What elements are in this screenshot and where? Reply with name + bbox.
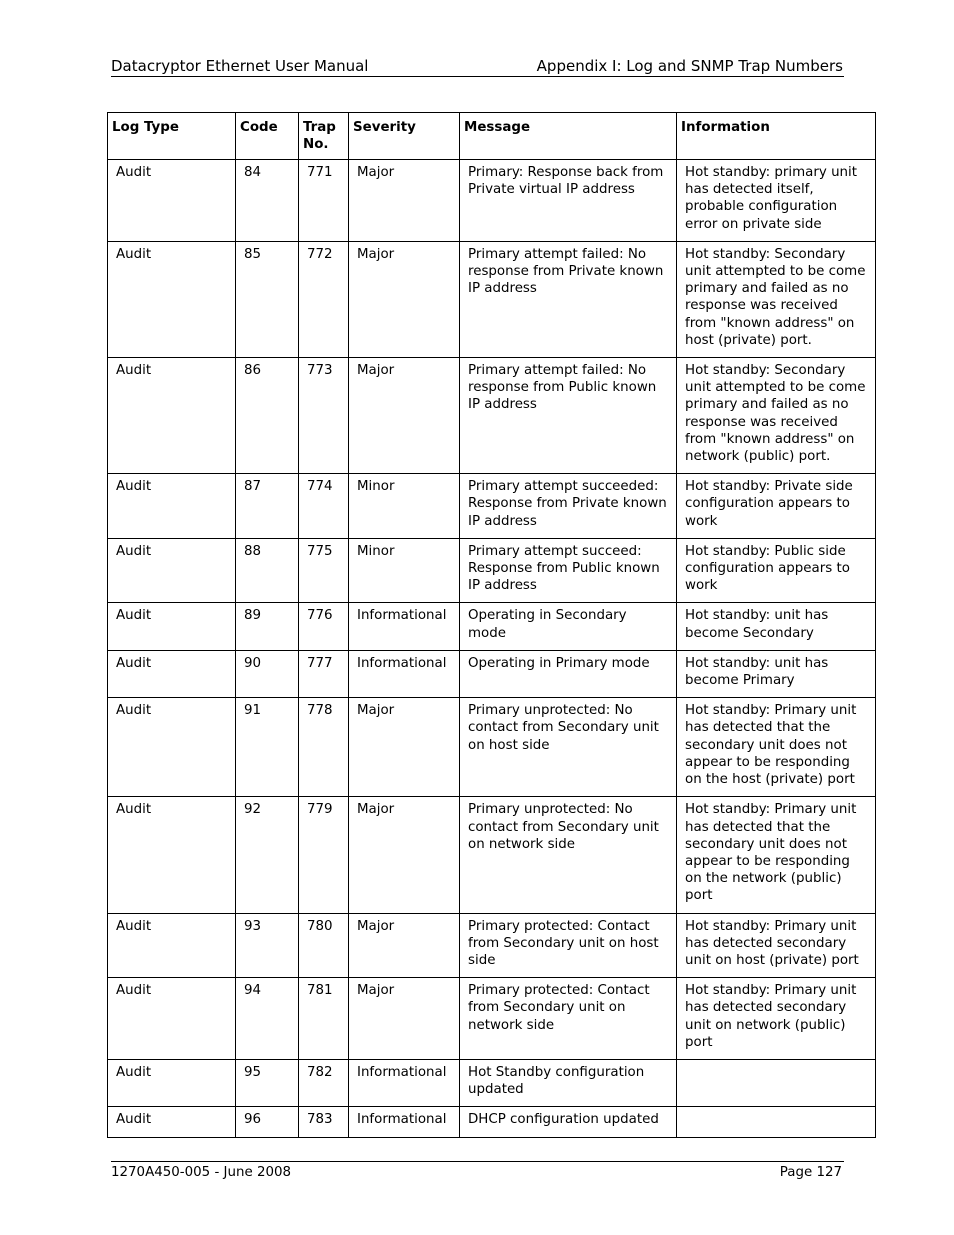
cell-information: Hot standby: Private side configuration appears to work [677,474,876,539]
table-body [108,160,876,1138]
cell-information: Hot standby: Primary unit has detected that the secondary unit does not appear to be responding on the host (private) port [677,698,876,797]
cell-trap-no: 781 [299,978,349,1060]
table-row [108,358,876,474]
cell-code: 93 [236,913,299,978]
cell-information [677,1107,876,1137]
cell-code: 88 [236,538,299,603]
cell-severity: Major [349,797,460,913]
cell-message: Primary unprotected: No contact from Secondary unit on host side [460,698,677,797]
cell-trap-no: 772 [299,241,349,357]
cell-code: 90 [236,650,299,697]
cell-severity: Major [349,978,460,1060]
table-row [108,698,876,797]
cell-severity: Major [349,241,460,357]
cell-information: Hot standby: Secondary unit attempted to be come primary and failed as no response was received from "known address" on network (public) port. [677,358,876,474]
cell-severity: Major [349,698,460,797]
column-header-log-type: Log Type [108,113,236,160]
cell-code: 85 [236,241,299,357]
cell-severity: Informational [349,1059,460,1106]
cell-severity: Minor [349,474,460,539]
table-row [108,978,876,1060]
cell-code: 91 [236,698,299,797]
cell-log-type: Audit [108,978,236,1060]
cell-log-type: Audit [108,913,236,978]
cell-trap-no: 783 [299,1107,349,1137]
cell-log-type: Audit [108,603,236,650]
cell-severity: Minor [349,538,460,603]
column-header-trap-no: Trap No. [299,113,349,160]
cell-log-type: Audit [108,698,236,797]
cell-message: Primary unprotected: No contact from Secondary unit on network side [460,797,677,913]
column-header-severity: Severity [349,113,460,160]
page-number: Page 127 [779,1165,842,1180]
column-header-code: Code [236,113,299,160]
cell-trap-no: 773 [299,358,349,474]
column-header-message: Message [460,113,677,160]
table-row [108,603,876,650]
cell-severity: Major [349,913,460,978]
cell-trap-no: 778 [299,698,349,797]
cell-severity: Informational [349,650,460,697]
column-header-information: Information [677,113,876,160]
page-footer [111,1161,844,1180]
cell-information: Hot standby: unit has become Primary [677,650,876,697]
table-row [108,1059,876,1106]
cell-message: Primary protected: Contact from Secondary unit on network side [460,978,677,1060]
cell-information: Hot standby: unit has become Secondary [677,603,876,650]
table-row [108,797,876,913]
cell-message: Hot Standby configuration updated [460,1059,677,1106]
document-title: Datacryptor Ethernet User Manual [111,57,369,75]
cell-information: Hot standby: Secondary unit attempted to be come primary and failed as no response was received from "known address" on host (private) port. [677,241,876,357]
cell-log-type: Audit [108,797,236,913]
cell-severity: Informational [349,1107,460,1137]
cell-information: Hot standby: Public side configuration appears to work [677,538,876,603]
cell-message: Primary attempt succeeded: Response from Private known IP address [460,474,677,539]
section-title: Appendix I: Log and SNMP Trap Numbers [536,57,843,75]
cell-information [677,1059,876,1106]
log-trap-table [107,112,876,1138]
cell-message: Primary protected: Contact from Secondary unit on host side [460,913,677,978]
page-header [111,56,844,77]
cell-log-type: Audit [108,1107,236,1137]
cell-trap-no: 775 [299,538,349,603]
cell-message: Primary attempt failed: No response from Public known IP address [460,358,677,474]
cell-log-type: Audit [108,160,236,242]
table-row [108,1107,876,1137]
table-row [108,241,876,357]
cell-log-type: Audit [108,358,236,474]
cell-information: Hot standby: Primary unit has detected that the secondary unit does not appear to be responding on the network (public) port [677,797,876,913]
cell-log-type: Audit [108,474,236,539]
cell-trap-no: 777 [299,650,349,697]
cell-trap-no: 782 [299,1059,349,1106]
cell-message: Operating in Secondary mode [460,603,677,650]
table-row [108,160,876,242]
cell-trap-no: 776 [299,603,349,650]
cell-information: Hot standby: Primary unit has detected secondary unit on network (public) port [677,978,876,1060]
cell-severity: Informational [349,603,460,650]
table-header-row [108,113,876,160]
cell-code: 87 [236,474,299,539]
cell-log-type: Audit [108,650,236,697]
cell-log-type: Audit [108,538,236,603]
cell-information: Hot standby: primary unit has detected itself, probable configuration error on private side [677,160,876,242]
cell-information: Hot standby: Primary unit has detected secondary unit on host (private) port [677,913,876,978]
cell-severity: Major [349,358,460,474]
cell-code: 94 [236,978,299,1060]
cell-log-type: Audit [108,241,236,357]
cell-message: Primary: Response back from Private virtual IP address [460,160,677,242]
table-row [108,474,876,539]
cell-code: 96 [236,1107,299,1137]
cell-trap-no: 774 [299,474,349,539]
table-row [108,650,876,697]
cell-log-type: Audit [108,1059,236,1106]
cell-severity: Major [349,160,460,242]
cell-code: 95 [236,1059,299,1106]
table-row [108,538,876,603]
cell-code: 89 [236,603,299,650]
cell-message: DHCP configuration updated [460,1107,677,1137]
table-row [108,913,876,978]
cell-trap-no: 771 [299,160,349,242]
cell-code: 84 [236,160,299,242]
cell-message: Operating in Primary mode [460,650,677,697]
document-number: 1270A450-005 - June 2008 [111,1165,292,1180]
cell-code: 92 [236,797,299,913]
cell-trap-no: 779 [299,797,349,913]
cell-code: 86 [236,358,299,474]
cell-message: Primary attempt failed: No response from Private known IP address [460,241,677,357]
cell-trap-no: 780 [299,913,349,978]
cell-message: Primary attempt succeed: Response from Public known IP address [460,538,677,603]
